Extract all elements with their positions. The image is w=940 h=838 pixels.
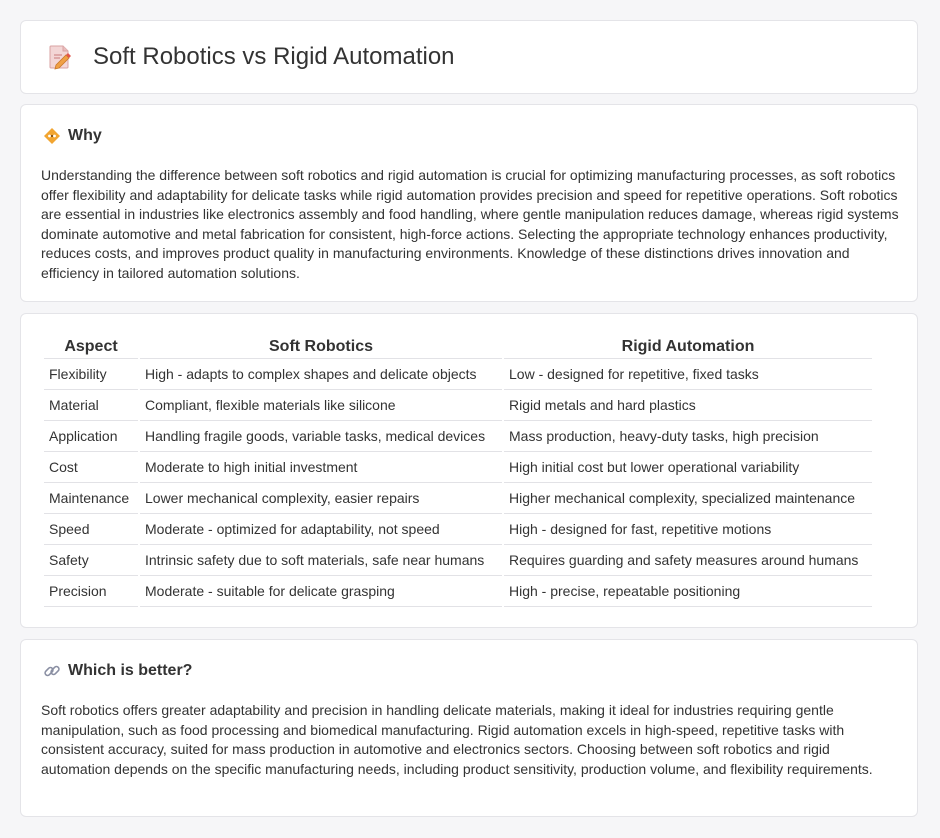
title-row [47, 43, 455, 71]
comparison-section [20, 313, 918, 628]
cell-aspect: Precision [44, 576, 138, 607]
cell-aspect: Safety [44, 545, 138, 576]
cell-soft-robotics: Lower mechanical complexity, easier repairs [140, 483, 502, 514]
which-better-section [20, 639, 918, 817]
cell-aspect: Application [44, 421, 138, 452]
cell-rigid-automation: Mass production, heavy-duty tasks, high precision [504, 421, 872, 452]
table-row [44, 576, 872, 607]
table-row [44, 452, 872, 483]
header-aspect: Aspect [44, 334, 138, 359]
title-card [20, 20, 918, 94]
cell-soft-robotics: High - adapts to complex shapes and delicate objects [140, 359, 502, 390]
cell-rigid-automation: Higher mechanical complexity, specialized maintenance [504, 483, 872, 514]
table-header-row [44, 334, 872, 359]
cell-soft-robotics: Compliant, flexible materials like silicone [140, 390, 502, 421]
cell-aspect: Flexibility [44, 359, 138, 390]
table-row [44, 421, 872, 452]
cell-soft-robotics: Handling fragile goods, variable tasks, medical devices [140, 421, 502, 452]
better-heading: Which is better? [68, 662, 193, 679]
cell-rigid-automation: High initial cost but lower operational variability [504, 452, 872, 483]
header-soft-robotics: Soft Robotics [140, 334, 502, 359]
cell-rigid-automation: High - precise, repeatable positioning [504, 576, 872, 607]
cell-soft-robotics: Moderate - suitable for delicate grasping [140, 576, 502, 607]
table-row [44, 359, 872, 390]
why-heading: Why [68, 127, 102, 144]
better-heading-row [43, 662, 192, 680]
cell-rigid-automation: Rigid metals and hard plastics [504, 390, 872, 421]
document-pencil-icon [47, 43, 73, 71]
better-text: Soft robotics offers greater adaptability and precision in handling delicate materials, making it ideal for industries requiring gentle manipulation, such as food processing and biomedical manufacturing. Rigid automation excels in high-speed, repetitive tasks with consistent accuracy, suited for mass production in automotive and electronics sectors. Choosing between soft robotics and rigid automation depends on the specific manufacturing needs, including product sensitivity, production volume, and flexibility requirements. [41, 702, 873, 777]
cell-aspect: Maintenance [44, 483, 138, 514]
cell-aspect: Material [44, 390, 138, 421]
why-section [20, 104, 918, 302]
table-row [44, 545, 872, 576]
why-text: Understanding the difference between soft robotics and rigid automation is crucial for optimizing manufacturing processes, as soft robotics offer flexibility and adaptability for delicate tasks while rigid automation provides precision and speed for repetitive operations. Soft robotics are essential in industries like electronics assembly and food handling, where gentle manipulation reduces damage, whereas rigid systems dominate automotive and metal fabrication for consistent, high-force actions. Selecting the appropriate technology enhances productivity, reduces costs, and improves product quality in manufacturing environments. Knowledge of these distinctions drives innovation and efficiency in tailored automation solutions. [41, 167, 899, 281]
cell-soft-robotics: Moderate to high initial investment [140, 452, 502, 483]
comparison-table [42, 334, 874, 607]
link-icon [43, 662, 61, 680]
cell-aspect: Speed [44, 514, 138, 545]
table-row [44, 483, 872, 514]
why-heading-row [43, 127, 102, 145]
table-row [44, 514, 872, 545]
cell-soft-robotics: Intrinsic safety due to soft materials, safe near humans [140, 545, 502, 576]
cell-rigid-automation: Low - designed for repetitive, fixed tasks [504, 359, 872, 390]
cell-rigid-automation: High - designed for fast, repetitive motions [504, 514, 872, 545]
cell-aspect: Cost [44, 452, 138, 483]
cell-soft-robotics: Moderate - optimized for adaptability, not speed [140, 514, 502, 545]
cell-rigid-automation: Requires guarding and safety measures around humans [504, 545, 872, 576]
page-title: Soft Robotics vs Rigid Automation [93, 43, 455, 70]
diamond-warning-icon [43, 127, 61, 145]
table-row [44, 390, 872, 421]
header-rigid-automation: Rigid Automation [504, 334, 872, 359]
